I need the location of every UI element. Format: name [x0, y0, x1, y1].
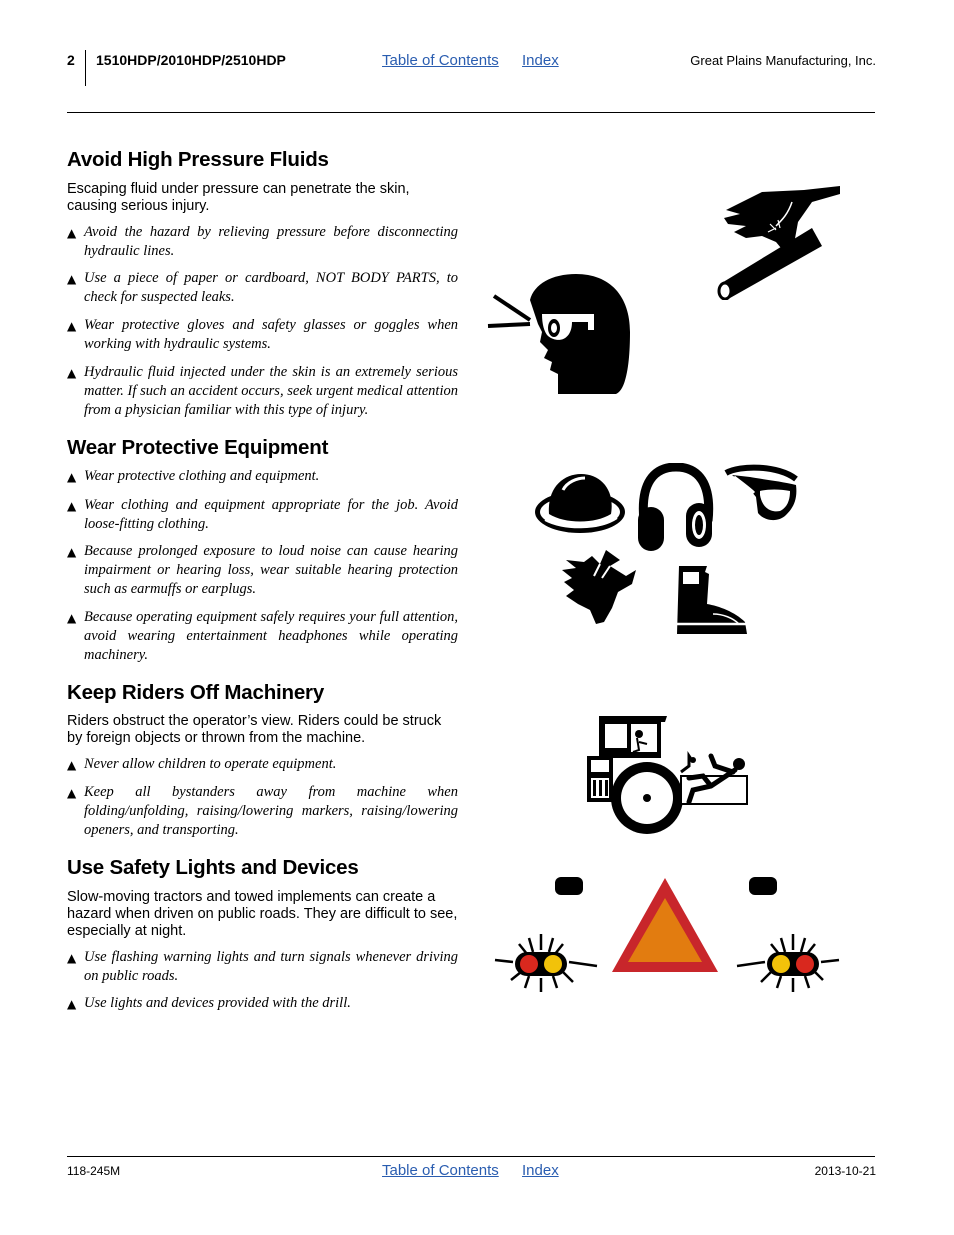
footer-index-link[interactable]: Index — [522, 1162, 559, 1179]
bullet-triangle-icon: ▲ — [67, 997, 77, 1011]
bullet-item: ▲ Hydraulic fluid injected under the skin is an extremely serious matter. If such an accident occurs, seek urgent medical attention from a physician familiar with this type of injury. — [67, 364, 458, 418]
bullet-triangle-icon: ▲ — [67, 499, 77, 513]
footer-rule — [67, 1156, 875, 1157]
header-divider — [85, 50, 86, 86]
bullet-item: ▲ Use lights and devices provided with the drill. — [67, 994, 458, 1013]
section-intro: Slow-moving tractors and towed implements can create a hazard when driven on public roads. They are difficult to see, especially at night. — [67, 889, 458, 939]
bullet-item: ▲ Use flashing warning lights and turn signals whenever driving on public roads. — [67, 949, 458, 984]
model-title: 1510HDP/2010HDP/2510HDP — [96, 52, 286, 68]
section-title-high-pressure: Avoid High Pressure Fluids — [67, 148, 329, 171]
marker-lamp-icon — [748, 876, 778, 896]
bullet-item: ▲ Avoid the hazard by relieving pressure before disconnecting hydraulic lines. — [67, 224, 458, 259]
revision-date: 2013-10-21 — [814, 1164, 876, 1178]
flashing-warning-light-icon — [493, 930, 599, 994]
section-title-protective-equipment: Wear Protective Equipment — [67, 436, 329, 459]
bullet-triangle-icon: ▲ — [67, 366, 77, 380]
bullet-item: ▲ Wear protective gloves and safety glasses or goggles when working with hydraulic systems. — [67, 317, 458, 352]
hard-hat-icon — [533, 468, 628, 536]
bullet-item: ▲ Wear clothing and equipment appropriate for the job. Avoid loose-fitting clothing. — [67, 497, 458, 532]
footer-toc-link[interactable]: Table of Contents — [382, 1162, 499, 1179]
bullet-item: ▲ Never allow children to operate equipment. — [67, 755, 458, 774]
bullet-item: ▲ Because operating equipment safely requires your full attention, avoid wearing entertainment headphones while operating machinery. — [67, 609, 458, 663]
bullet-triangle-icon: ▲ — [67, 272, 77, 286]
bullet-triangle-icon: ▲ — [67, 470, 77, 484]
bullet-item: ▲ Wear protective clothing and equipment. — [67, 467, 458, 486]
section-intro: Escaping fluid under pressure can penetrate the skin, causing serious injury. — [67, 181, 410, 214]
bullet-item: ▲ Because prolonged exposure to loud noise can cause hearing impairment or hearing loss, wear suitable hearing protection such as earmuffs or earplugs. — [67, 543, 458, 597]
bullet-item: ▲ Use a piece of paper or cardboard, NOT BODY PARTS, to check for suspected leaks. — [67, 270, 458, 305]
bullet-triangle-icon: ▲ — [67, 319, 77, 333]
marker-lamp-icon — [554, 876, 584, 896]
glove-icon — [560, 548, 640, 628]
header-toc-link[interactable]: Table of Contents — [382, 52, 499, 69]
bullet-triangle-icon: ▲ — [67, 786, 77, 800]
bullet-triangle-icon: ▲ — [67, 611, 77, 625]
eye-protection-icon — [486, 270, 636, 400]
bullet-triangle-icon: ▲ — [67, 545, 77, 559]
page-number: 2 — [67, 52, 75, 68]
goggles-icon — [720, 463, 802, 525]
tractor-rider-icon — [585, 712, 750, 836]
header-index-link[interactable]: Index — [522, 52, 559, 69]
bullet-triangle-icon: ▲ — [67, 226, 77, 240]
bullet-item: ▲ Keep all bystanders away from machine when folding/unfolding, raising/lowering markers, raising/lowering openers, and transporting. — [67, 784, 458, 838]
section-title-safety-lights: Use Safety Lights and Devices — [67, 856, 359, 879]
safety-boot-icon — [673, 564, 749, 636]
section-title-riders: Keep Riders Off Machinery — [67, 681, 325, 704]
bullet-triangle-icon: ▲ — [67, 758, 77, 772]
hydraulic-leak-hand-icon — [712, 180, 842, 300]
bullet-triangle-icon: ▲ — [67, 951, 77, 965]
company-name: Great Plains Manufacturing, Inc. — [690, 53, 876, 68]
flashing-warning-light-icon — [735, 930, 841, 994]
header-rule — [67, 112, 875, 113]
document-number: 118-245M — [67, 1164, 121, 1178]
slow-moving-vehicle-emblem-icon — [608, 874, 722, 976]
section-intro: Riders obstruct the operator’s view. Riders could be struck by foreign objects or thrown from the machine. — [67, 713, 442, 746]
ear-protection-icon — [636, 463, 716, 553]
